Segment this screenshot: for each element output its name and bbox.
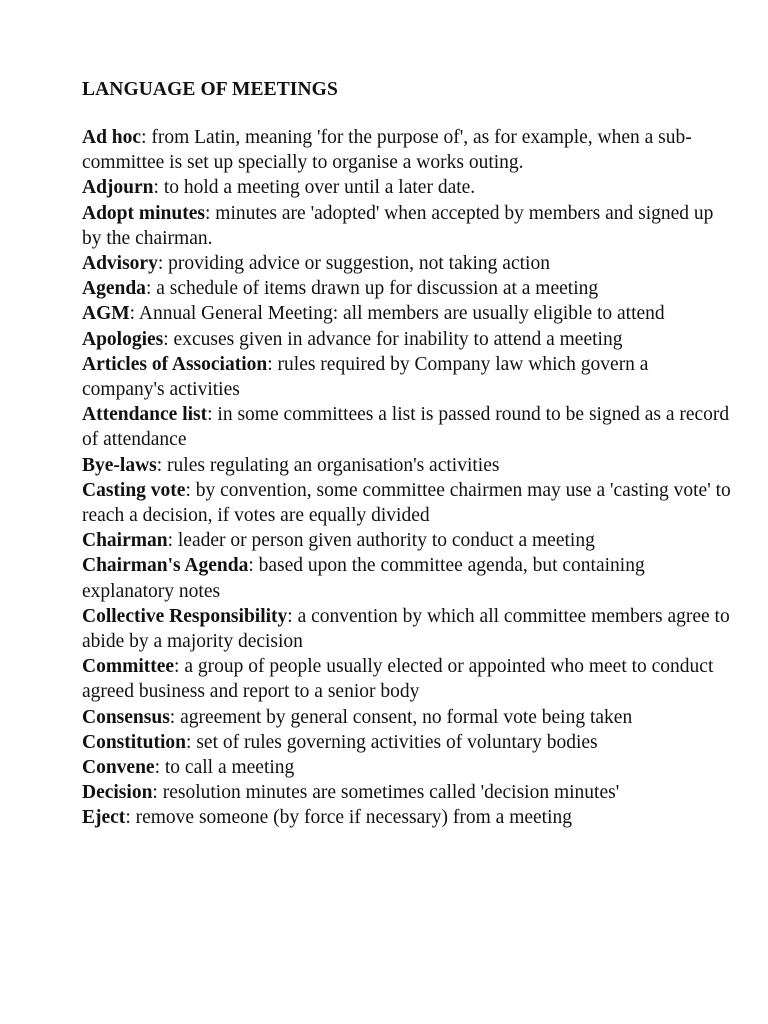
glossary-definition: : set of rules governing activities of voluntary bodies bbox=[186, 731, 598, 753]
glossary-term: Committee bbox=[82, 656, 175, 678]
glossary-entry-chairman bbox=[82, 528, 732, 553]
glossary-entry-apologies bbox=[82, 327, 732, 352]
glossary-term: Apologies bbox=[82, 328, 164, 350]
glossary-definition: : resolution minutes are sometimes called 'decision minutes' bbox=[152, 782, 620, 804]
glossary-definition: : rules required by Company law which govern a company's activities bbox=[82, 353, 649, 401]
glossary-definition: : to hold a meeting over until a later date. bbox=[153, 177, 476, 199]
glossary-list bbox=[82, 125, 732, 831]
glossary-term: Eject bbox=[82, 807, 126, 829]
glossary-term: Bye-laws bbox=[82, 454, 157, 476]
glossary-term: Advisory bbox=[82, 253, 158, 275]
glossary-term: Decision bbox=[82, 782, 153, 804]
glossary-definition: : remove someone (by force if necessary) from a meeting bbox=[125, 807, 573, 829]
glossary-definition: : Annual General Meeting: all members are usually eligible to attend bbox=[129, 303, 665, 325]
glossary-term: Casting vote bbox=[82, 479, 186, 501]
glossary-entry-articles-of-association bbox=[82, 352, 732, 402]
glossary-definition: : a schedule of items drawn up for discussion at a meeting bbox=[145, 278, 599, 300]
glossary-term: Articles of Association bbox=[82, 353, 268, 375]
glossary-definition: : by convention, some committee chairmen may use a 'casting vote' to reach a decision, if votes are equally divided bbox=[82, 479, 731, 527]
glossary-entry-decision bbox=[82, 780, 732, 805]
glossary-term: Adjourn bbox=[82, 177, 154, 199]
glossary-entry-adopt-minutes bbox=[82, 201, 732, 251]
glossary-entry-agenda bbox=[82, 276, 732, 301]
glossary-entry-advisory bbox=[82, 251, 732, 276]
glossary-entry-constitution bbox=[82, 730, 732, 755]
glossary-definition: : providing advice or suggestion, not taking action bbox=[157, 253, 550, 275]
glossary-definition: : agreement by general consent, no formal vote being taken bbox=[169, 706, 633, 728]
glossary-definition: : a convention by which all committee members agree to abide by a majority decision bbox=[82, 605, 730, 653]
glossary-definition: : a group of people usually elected or appointed who meet to conduct agreed business and report to a senior body bbox=[82, 656, 714, 703]
glossary-term: Adopt minutes bbox=[82, 202, 205, 224]
glossary-definition: : leader or person given authority to conduct a meeting bbox=[167, 530, 595, 552]
glossary-term: AGM bbox=[82, 303, 130, 325]
glossary-definition: : rules regulating an organisation's activities bbox=[156, 454, 500, 476]
glossary-definition: : excuses given in advance for inability to attend a meeting bbox=[163, 328, 623, 350]
glossary-definition: : from Latin, meaning 'for the purpose of', as for example, when a sub-committee is set up specially to organise a works outing. bbox=[82, 127, 692, 174]
glossary-entry-agm bbox=[82, 301, 732, 326]
glossary-entry-ad-hoc bbox=[82, 125, 732, 175]
glossary-entry-eject bbox=[82, 805, 732, 830]
glossary-term: Constitution bbox=[82, 731, 187, 753]
glossary-term: Agenda bbox=[82, 278, 146, 300]
glossary-term: Attendance list bbox=[82, 404, 208, 426]
glossary-definition: : to call a meeting bbox=[154, 757, 295, 779]
glossary-entry-attendance-list bbox=[82, 402, 732, 452]
glossary-entry-chairmans-agenda bbox=[82, 553, 732, 603]
glossary-definition: : based upon the committee agenda, but containing explanatory notes bbox=[82, 555, 645, 602]
glossary-entry-consensus bbox=[82, 705, 732, 730]
document-page bbox=[82, 76, 732, 831]
glossary-term: Consensus bbox=[82, 706, 170, 728]
glossary-entry-convene bbox=[82, 755, 732, 780]
glossary-term: Convene bbox=[82, 757, 155, 779]
glossary-term: Chairman bbox=[82, 530, 168, 552]
glossary-term: Collective Responsibility bbox=[82, 605, 288, 627]
glossary-definition: : in some committees a list is passed round to be signed as a record of attendance bbox=[82, 404, 730, 451]
glossary-entry-adjourn bbox=[82, 175, 732, 200]
glossary-definition: : minutes are 'adopted' when accepted by members and signed up by the chairman. bbox=[82, 202, 714, 249]
glossary-entry-collective-responsibility bbox=[82, 604, 732, 654]
glossary-term: Chairman's Agenda bbox=[82, 555, 249, 577]
glossary-term: Ad hoc bbox=[82, 127, 142, 148]
glossary-entry-bye-laws bbox=[82, 453, 732, 478]
glossary-entry-committee bbox=[82, 654, 732, 704]
page-title: LANGUAGE OF MEETINGS bbox=[82, 79, 338, 100]
glossary-entry-casting-vote bbox=[82, 478, 732, 528]
